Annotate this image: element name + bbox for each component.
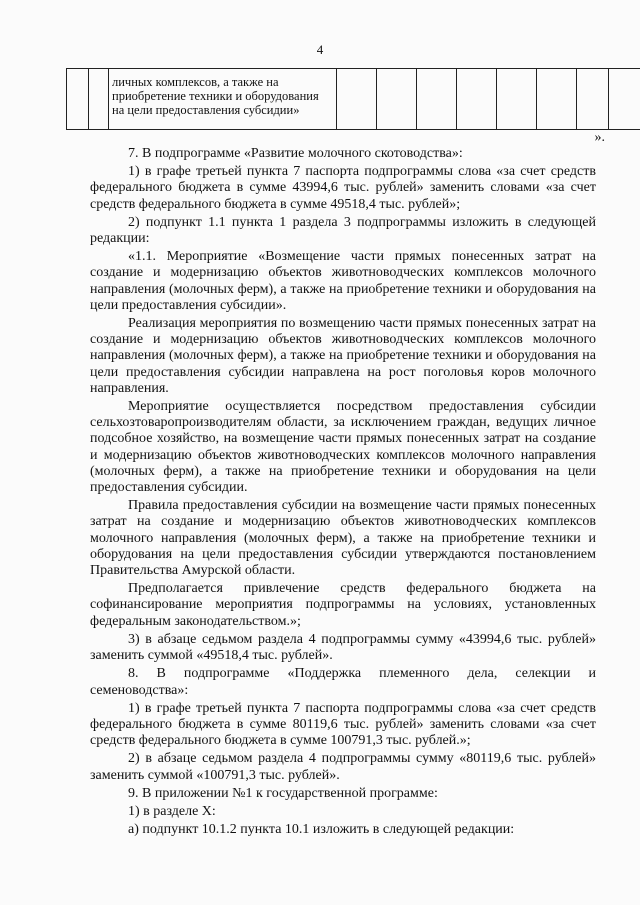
paragraph: Правила предоставления субсидии на возмещение части прямых понесенных затрат на создание и модернизацию объектов животноводческих комплексов молочного направления (молочных ферм), а также на приобретение техники и оборудования на цели предоставления субсидии утверждаются постановлением Правительства Амурской области.: [90, 498, 596, 579]
table-fragment: [66, 68, 640, 130]
document-body: [90, 146, 596, 838]
page-number: 4: [316, 42, 324, 57]
paragraph: 1) в разделе X:: [128, 803, 216, 819]
paragraph: 2) подпункт 1.1 пункта 1 раздела 3 подпрограммы изложить в следующей редакции:: [90, 214, 596, 247]
paragraph: Предполагается привлечение средств федерального бюджета на софинансирование мероприятия подпрограммы на условиях, установленных федеральным законодательством.»;: [90, 581, 596, 629]
table-cell-text: личных комплексов, а также на приобретение техники и оборудования на цели предоставления субсидии»: [112, 75, 319, 117]
table-cell: [417, 69, 457, 130]
closing-quote-mark: ».: [594, 130, 605, 145]
table-cell: [497, 69, 537, 130]
table-cell: [337, 69, 377, 130]
table-cell: [377, 69, 417, 130]
table-cell: [537, 69, 577, 130]
paragraph: 2) в абзаце седьмом раздела 4 подпрограммы сумму «80119,6 тыс. рублей» заменить суммой «100791,3 тыс. рублей».: [90, 751, 596, 783]
paragraph: 1) в графе третьей пункта 7 паспорта подпрограммы слова «за счет средств федерального бюджета в сумме 80119,6 тыс. рублей» заменить словами «за счет средств федерального бюджета в сумме 100791,3 тыс. рублей.»;: [90, 700, 596, 749]
paragraph: 9. В приложении №1 к государственной программе:: [128, 785, 438, 801]
paragraph: 7. В подпрограмме «Развитие молочного скотоводства»:: [128, 146, 463, 161]
paragraph: 1) в графе третьей пункта 7 паспорта подпрограммы слова «за счет средств федерального бюджета в сумме 43994,6 тыс. рублей» заменить словами «за счет средств федерального бюджета в сумме 49518,4 тыс. рублей»;: [90, 164, 596, 212]
table-cell: [457, 69, 497, 130]
paragraph: а) подпункт 10.1.2 пункта 10.1 изложить в следующей редакции:: [128, 822, 515, 838]
paragraph: 8. В подпрограмме «Поддержка племенного дела, селекции и семеноводства»:: [90, 666, 596, 698]
table-cell: [609, 69, 640, 130]
table-cell: [67, 69, 89, 130]
paragraph: Реализация мероприятия по возмещению части прямых понесенных затрат на создание и модернизацию объектов животноводческих комплексов молочного направления (молочных ферм), а также на приобретение техники и оборудования на цели предоставления субсидии направлена на рост поголовья коров молочного направления.: [90, 316, 596, 396]
table-cell-description: [109, 69, 337, 130]
table-cell: [577, 69, 609, 130]
paragraph: Мероприятие осуществляется посредством предоставления субсидии сельхозтоваропроизводителям области, за исключением граждан, ведущих личное подсобное хозяйство, на возмещение части прямых понесенных затрат на создание и модернизацию объектов животноводческих комплексов молочного направления (молочных ферм), а также на приобретение техники и оборудования на цели предоставления субсидии.: [90, 399, 596, 496]
paragraph: «1.1. Мероприятие «Возмещение части прямых понесенных затрат на создание и модернизацию объектов животноводческих комплексов молочного направления (молочных ферм), а также на приобретение техники и оборудования на цели предоставления субсидии».: [90, 249, 596, 313]
paragraph: 3) в абзаце седьмом раздела 4 подпрограммы сумму «43994,6 тыс. рублей» заменить суммой «49518,4 тыс. рублей».: [90, 631, 596, 664]
table-cell: [89, 69, 109, 130]
